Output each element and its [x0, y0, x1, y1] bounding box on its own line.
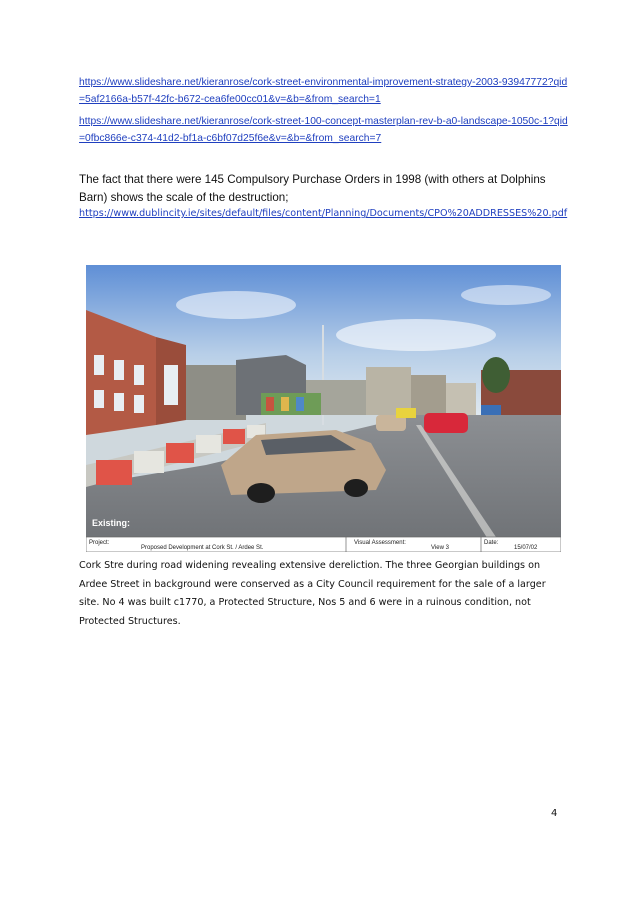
- strip-project-value: Proposed Development at Cork St. / Ardee St.: [141, 545, 264, 551]
- dublincity-cpo-link[interactable]: https://www.dublincity.ie/sites/default/files/content/Planning/Documents/CPO%20ADDRESSES%20.pdf: [79, 208, 568, 219]
- cpo-paragraph: The fact that there were 145 Compulsory Purchase Orders in 1998 (with others at Dolphins Barn) shows the scale of the destruction;: [79, 173, 546, 204]
- slideshare-strategy-link[interactable]: https://www.slideshare.net/kieranrose/cork-street-environmental-improvement-strategy-2003-93947772?qid=5af2166a-b57f-42fc-b672-cea6fe00cc01&v=&b=&from_search=1: [79, 77, 568, 105]
- existing-label: Existing:: [92, 518, 131, 528]
- strip-assessment-label: Visual Assessment:: [354, 540, 406, 546]
- photo-caption: Cork Stre during road widening revealing extensive dereliction. The three Georgian buildings on Ardee Street in background were conserved as a City Council requirement for the sale of a larger site. No 4 was built c1770, a Protected Structure, Nos 5 and 6 were in a ruinous condition, not Protected Structures.: [79, 560, 546, 627]
- road-widening-photo: [86, 265, 561, 552]
- strip-date-value: 15/07/02: [514, 545, 538, 551]
- strip-view-value: View 3: [431, 545, 449, 551]
- street-scene-illustration: [86, 265, 561, 552]
- strip-date-label: Date:: [484, 540, 499, 546]
- strip-project-label: Project:: [89, 540, 110, 546]
- slideshare-masterplan-link[interactable]: https://www.slideshare.net/kieranrose/cork-street-100-concept-masterplan-rev-b-a0-landscape-1050c-1?qid=0fbc866e-c374-41d2-bf1a-c6bf07d25f6e&v=&b=&from_search=7: [79, 116, 568, 144]
- page-number: 4: [551, 808, 558, 819]
